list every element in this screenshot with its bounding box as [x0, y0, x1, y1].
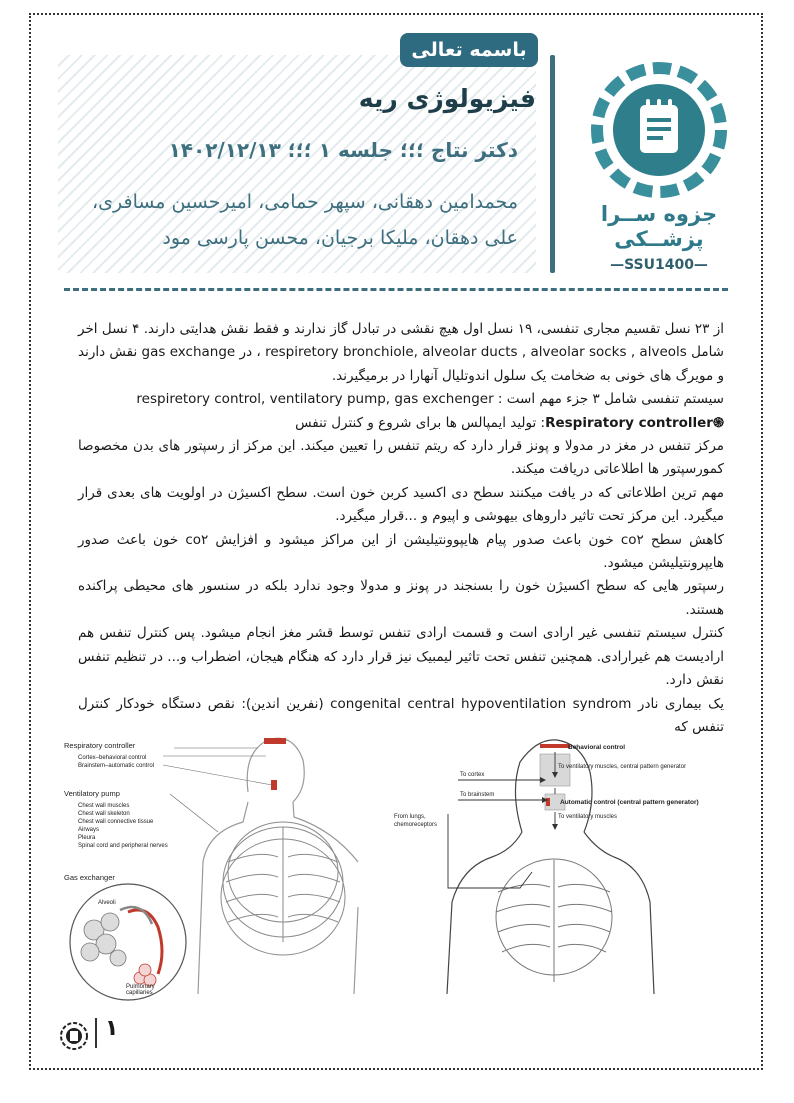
header-divider: [550, 55, 555, 273]
logo-line1: جزوه ســرا: [600, 202, 718, 226]
ribcage-icon: [496, 859, 612, 982]
paragraph-3: ֍Respiratory controller: تولید ایمپالس ها برای شروع و کنترل تنفس: [295, 414, 724, 431]
basmeh-badge: باسمه تعالی: [400, 33, 538, 67]
ribcage-icon: [221, 822, 345, 955]
label-cortex: Cortex–behavioral control: [78, 755, 147, 761]
paragraph-2: سیستم تنفسی شامل ۳ جزء مهم است : respiretory control, ventilatory pump, gas exchenger: [136, 391, 724, 408]
logo-code: —SSU1400—: [610, 257, 708, 273]
authors-list: محمدامین دهقانی، سپهر حمامی، امیرحسین مسافری، علی دهقان، ملیکا برجیان، محسن پارسی مود: [92, 191, 518, 249]
paragraph-4: مرکز تنفس در مغز در مدولا و پونز قرار دارد که ریتم تنفس را تعیین میکند. این مرکز از رسپتور های بدن مخصوصا کمورسپتور ها اطلاعاتی دریافت میکند.: [78, 438, 724, 478]
label-capillaries: capillaries: [126, 990, 153, 996]
label-pleura: Pleura: [78, 835, 96, 841]
label-airways: Airways: [78, 827, 100, 833]
paragraph-5: مهم ترین اطلاعاتی که در یافت میکنند سطح دی اکسید کربن خون است. سطح اکسیژن در اولویت های بعدی قرار میگیرد. این مرکز تحت تاثیر داروهای بیهوشی و اپیوم و ...قرار میگیرد.: [78, 484, 724, 525]
label-alveoli: Alveoli: [98, 900, 116, 906]
paragraph-8: کنترل سیستم تنفسی غیر ارادی است و قسمت ارادی تنفس توسط قشر مغز انجام میشود. پس کنترل تنفس هم ارادیست هم غیرارادی. همچنین تنفس تحت تاثیر لیمبیک نیز قرار دارد که هنگام هیجان، اضطراب و... در تنظیم تنفس نقش دارد.: [78, 625, 724, 689]
footer-divider: [95, 1018, 97, 1048]
label-to-ventilatory-2: To ventilatory muscles: [558, 814, 618, 820]
label-to-brainstem: To brainstem: [460, 792, 495, 798]
label-behavioral-control: Behavioral control: [568, 744, 626, 751]
brain-marker: [264, 738, 286, 744]
paragraph-7: رسپتور هایی که سطح اکسیژن خون را بسنجند در پونز و مدولا وجود ندارد بلکه در سنسور های محیطی پراکنده هستند.: [78, 578, 724, 618]
label-pulmonary: Pulmonary: [126, 984, 155, 990]
paragraph-1: از ۲۳ نسل تقسیم مجاری تنفسی، ۱۹ نسل اول هیچ نقشی در تبادل گاز ندارند و فقط نقش هدایتی دارند. ۴ نسل اخر شامل respiretory bronchiole, alveolar ducts , alveolar socks , alveols ، در gas exchange نقش دارند و مویرگ های خونی به ضخامت یک سلول اندوتلیال آنهارا در برمیگیرند.: [78, 321, 724, 384]
logo-brand-text: [584, 202, 734, 252]
page-number: ۱: [105, 1016, 119, 1041]
label-chest-connective: Chest wall connective tissue: [78, 819, 154, 825]
label-chest-muscles: Chest wall muscles: [78, 803, 130, 809]
label-spinal-nerves: Spinal cord and peripheral nerves: [78, 843, 168, 849]
paragraph-9: یک بیماری نادر congenital central hypoventilation syndrom (نفرین اندین): نقص دستگاه خودکار کنترل تنفس که: [78, 695, 724, 735]
label-from-lungs: From lungs,: [394, 814, 426, 820]
label-chemoreceptors: chemoreceptors: [394, 822, 438, 828]
label-to-ventilatory-1: To ventilatory muscles, central pattern generator: [558, 764, 687, 770]
alveoli-magnifier-icon: [70, 884, 186, 1000]
cortex-marker: [540, 744, 570, 748]
label-respiratory-controller: Respiratory controller: [64, 741, 136, 750]
logo-gear-icon: [597, 68, 721, 192]
label-gas-exchanger: Gas exchanger: [64, 873, 115, 882]
brainstem-marker: [546, 798, 550, 806]
header-separator: [64, 288, 728, 291]
logo-line2: پزشــکی: [614, 227, 704, 251]
breathing-control-diagram: [392, 732, 699, 994]
respiratory-system-diagram: [58, 732, 358, 994]
page-title: فیزیولوژی ریه: [358, 84, 536, 113]
label-automatic-control: Automatic control (central pattern generator): [560, 799, 699, 806]
bullet-icon: ֍: [712, 414, 724, 431]
respiratory-controller-heading: Respiratory controller: [545, 414, 713, 431]
leader-lines: [163, 748, 272, 832]
body-text: [78, 318, 724, 739]
label-chest-skeleton: Chest wall skeleton: [78, 811, 130, 817]
label-brainstem: Brainstem–automatic control: [78, 763, 155, 769]
label-ventilatory-pump: Ventilatory pump: [64, 789, 120, 798]
torso-outline: [198, 738, 358, 994]
footer-seal-icon: [59, 1021, 89, 1051]
label-to-cortex: To cortex: [460, 772, 485, 778]
paragraph-6: کاهش سطح co۲ خون باعث صدور پیام هایپوونتیلیشن از این مراکز میشود و افزایش co۲ خون باعث صدور هایپرونتیلیشن میشود.: [78, 531, 724, 572]
session-meta: دکتر نتاج ؛؛؛ جلسه ۱ ؛؛؛ ۱۴۰۲/۱۲/۱۳: [168, 138, 518, 162]
